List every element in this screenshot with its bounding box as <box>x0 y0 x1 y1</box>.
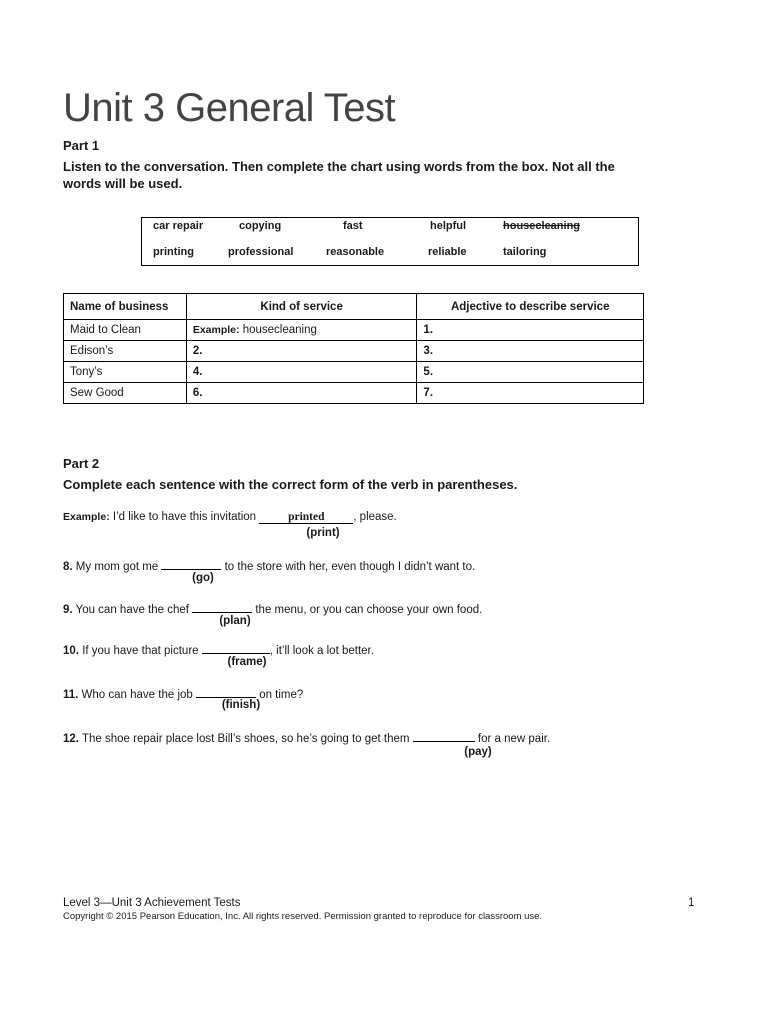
business-name: Edison’s <box>64 341 187 362</box>
verb-hint: (go) <box>192 572 214 584</box>
part2-label: Part 2 <box>63 456 100 471</box>
word-box-item: reliable <box>428 246 467 258</box>
example-answer: printed <box>259 511 353 524</box>
part1-label: Part 1 <box>63 138 100 153</box>
chart-header-row <box>64 294 644 320</box>
chart-header: Adjective to describe service <box>417 294 644 320</box>
word-box-item: copying <box>239 220 282 232</box>
sentence-text: Who can have the job <box>78 689 196 701</box>
sentence-text: , please. <box>353 511 397 523</box>
answer-blank[interactable] <box>413 729 475 742</box>
example-sentence <box>63 511 397 524</box>
verb-hint: (print) <box>306 527 340 539</box>
sentence-text: I’d like to have this invitation <box>109 511 260 523</box>
table-row <box>64 320 644 341</box>
copyright-notice: Copyright © 2015 Pearson Education, Inc. All rights reserved. Permission granted to reproduce for classroom use. <box>63 911 543 922</box>
question-number: 12. <box>63 733 79 745</box>
page-number: 1 <box>688 897 695 909</box>
question-number: 11. <box>63 689 79 701</box>
sentence-text: to the store with her, even though I didn’t want to. <box>221 561 476 573</box>
table-row <box>64 362 644 383</box>
adjective-cell: 3. <box>417 341 644 362</box>
question-9 <box>63 600 482 616</box>
part1-instructions-line2: words will be used. <box>63 176 183 191</box>
answer-blank[interactable] <box>202 641 270 654</box>
table-row <box>64 383 644 404</box>
verb-hint: (plan) <box>219 615 251 627</box>
question-12 <box>63 729 550 745</box>
word-box-item: tailoring <box>503 246 547 258</box>
business-name: Maid to Clean <box>64 320 187 341</box>
verb-hint: (pay) <box>464 746 492 758</box>
table-row <box>64 341 644 362</box>
sentence-text: on time? <box>256 689 304 701</box>
adjective-cell: 1. <box>417 320 644 341</box>
sentence-text: the menu, or you can choose your own food. <box>252 604 483 616</box>
answer-blank[interactable] <box>196 685 256 698</box>
example-service: housecleaning <box>239 324 317 336</box>
word-box-item: fast <box>343 220 363 232</box>
question-number: 8. <box>63 561 73 573</box>
word-box <box>141 217 639 266</box>
sentence-text: , it’ll look a lot better. <box>269 645 374 657</box>
answer-blank[interactable] <box>161 557 221 570</box>
sentence-text: You can have the chef <box>72 604 193 616</box>
part1-instructions-line1: Listen to the conversation. Then complete the chart using words from the box. Not all the <box>63 159 615 174</box>
sentence-text: My mom got me <box>72 561 162 573</box>
adjective-cell: 5. <box>417 362 644 383</box>
word-box-item: printing <box>153 246 194 258</box>
business-name: Tony’s <box>64 362 187 383</box>
business-chart <box>63 293 644 404</box>
example-label: Example: <box>63 511 110 523</box>
question-10 <box>63 641 374 657</box>
adjective-cell: 7. <box>417 383 644 404</box>
chart-header: Kind of service <box>186 294 417 320</box>
verb-hint: (finish) <box>221 699 261 711</box>
question-number: 10. <box>63 645 79 657</box>
business-name: Sew Good <box>64 383 187 404</box>
word-box-item: professional <box>228 246 294 258</box>
answer-blank[interactable] <box>192 600 252 613</box>
chart-header: Name of business <box>64 294 187 320</box>
question-8 <box>63 557 475 573</box>
example-label: Example: <box>192 324 240 336</box>
service-cell: 2. <box>186 341 417 362</box>
question-number: 9. <box>63 604 73 616</box>
service-cell <box>186 320 417 341</box>
verb-hint: (frame) <box>227 656 267 668</box>
sentence-text: for a new pair. <box>474 733 551 745</box>
footer-level: Level 3—Unit 3 Achievement Tests <box>63 897 241 909</box>
page-title: Unit 3 General Test <box>63 86 396 130</box>
word-box-item: car repair <box>153 220 204 232</box>
service-cell: 6. <box>186 383 417 404</box>
sentence-text: If you have that picture <box>79 645 202 657</box>
word-box-item: reasonable <box>326 246 385 258</box>
service-cell: 4. <box>186 362 417 383</box>
word-box-item-used: housecleaning <box>503 220 581 232</box>
sentence-text: The shoe repair place lost Bill’s shoes, so he’s going to get them <box>79 733 413 745</box>
part2-instructions: Complete each sentence with the correct form of the verb in parentheses. <box>63 477 518 492</box>
word-box-item: helpful <box>430 220 467 232</box>
